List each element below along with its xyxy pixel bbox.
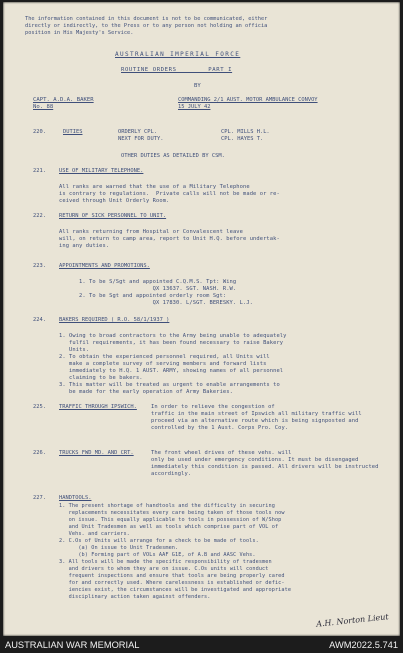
order-body: All ranks are warned that the use of a Military Telephone is contrary to regulations. Private calls will not be made or re- ceived through Unit Orderly Room. <box>59 184 280 204</box>
order-number: 223. <box>33 263 46 269</box>
order-body: In order to relieve the congestion of traffic in the main street of Ipswich all military traffic will proceed via an alternative route which is being signposted and controlled by the 1 Aust. Corps Pro. Coy. <box>151 404 362 431</box>
order-body: 1. Owing to broad contractors to the Army being unable to adequately fulfil requirements, it has been found necessary to raise Bakery Units. 2. To obtain the experienced personnel required, all Units will make a complete survey of serving members and forward lists immediately to H.Q. 1 AUST. ARMY, showing names of all personnel claiming to be bakers. 3. This matter will be treated as urgent to enable arrangements to be made for the early operation of Army Bakeries. <box>59 333 287 395</box>
order-title: RETURN OF SICK PERSONNEL TO UNIT. <box>59 213 167 219</box>
order-number: 224. <box>33 317 46 323</box>
by-line: BY <box>194 83 201 89</box>
order-title: USE OF MILITARY TELEPHONE. <box>59 168 144 174</box>
order-body: 1. To be S/Sgt and appointed C.Q.M.S. Tpt: Wing QX 13637. SGT. NASH. R.W. 2. To be Sgt and appointed orderly room Sgt: QX 17830. L/SGT. BERESKY. L.J. <box>79 279 253 306</box>
document-page <box>3 2 400 636</box>
signature: A.H. Norton Lieut <box>315 612 390 629</box>
order-body: All ranks returning from Hospital or Convalescent leave will, on return to camp area, report to Unit H.Q. before undertak- ing any duties. <box>59 229 280 249</box>
duties-other: OTHER DUTIES AS DETAILED BY CSM. <box>121 153 225 159</box>
security-notice: The information contained in this document is not to be communicated, either directly or indirectly, to the Press or to any person not holding an officia position in His Majesty's Service. <box>25 16 268 36</box>
footer-source: AUSTRALIAN WAR MEMORIAL <box>5 640 140 650</box>
order-title: TRUCKS FWD MD. AND CRT. <box>59 450 134 456</box>
order-number: 227. <box>33 495 46 501</box>
force-heading: AUSTRALIAN IMPERIAL FORCE <box>115 51 241 58</box>
order-title: TRAFFIC THROUGH IPSWICH. <box>59 404 137 410</box>
order-number: 221. <box>33 168 46 174</box>
unit-and-date: COMMANDING 2/1 AUST. MOTOR AMBULANCE CONVOY 15 JULY 42 <box>178 97 318 110</box>
duties-title: DUTIES <box>63 129 83 135</box>
footer-reference: AWM2022.5.741 <box>329 640 398 650</box>
orders-title: ROUTINE ORDERS PART I <box>121 67 233 73</box>
order-number: 225. <box>33 404 46 410</box>
order-body: 1. The present shortage of handtools and the difficulty in securing replacements necessitates every care being taken of those tools now on issue. This equally applicable to tools in possession of W/Shop and Unit Tradesmen as well as tools which comprise part of VOL of Vehs. and carriers. 2. C.Os of Units will arrange for a check to be made of tools. (a) On issue to Unit Tradesmen. (b) Forming part of VOLs AAF G1E, of A.B and AASC Vehs. 3. All tools will be made the specific responsibility of tradesmen and drivers to whom they are on issue. C.Os units will conduct frequent inspections and ensure that tools are being properly cared for and correctly used. Where carelessness is established or defic- iencies exist, the circumstances will be investigated and appropriate disciplinary action taken against offenders. <box>59 503 292 600</box>
order-title: BAKERS REQUIRED ( R.O. 58/1/1937 ) <box>59 317 170 323</box>
officer-name: CAPT. A.D.A. BAKER No. 88 <box>33 97 94 110</box>
archive-footer <box>0 636 403 653</box>
duties-number: 220. <box>33 129 46 135</box>
order-body: The front wheel drives of these vehs. will only be used under emergency conditions. It must be disengaged immediately this condition is passed. All drivers will be instructed accordingly. <box>151 450 379 477</box>
order-title: HANDTOOLS. <box>59 495 92 501</box>
duties-roles: ORDERLY CPL. NEXT FOR DUTY. <box>118 129 164 142</box>
order-number: 222. <box>33 213 46 219</box>
order-number: 226. <box>33 450 46 456</box>
duties-names: CPL. MILLS H.L. CPL. HAYES T. <box>221 129 270 142</box>
order-title: APPOINTMENTS AND PROMOTIONS. <box>59 263 150 269</box>
